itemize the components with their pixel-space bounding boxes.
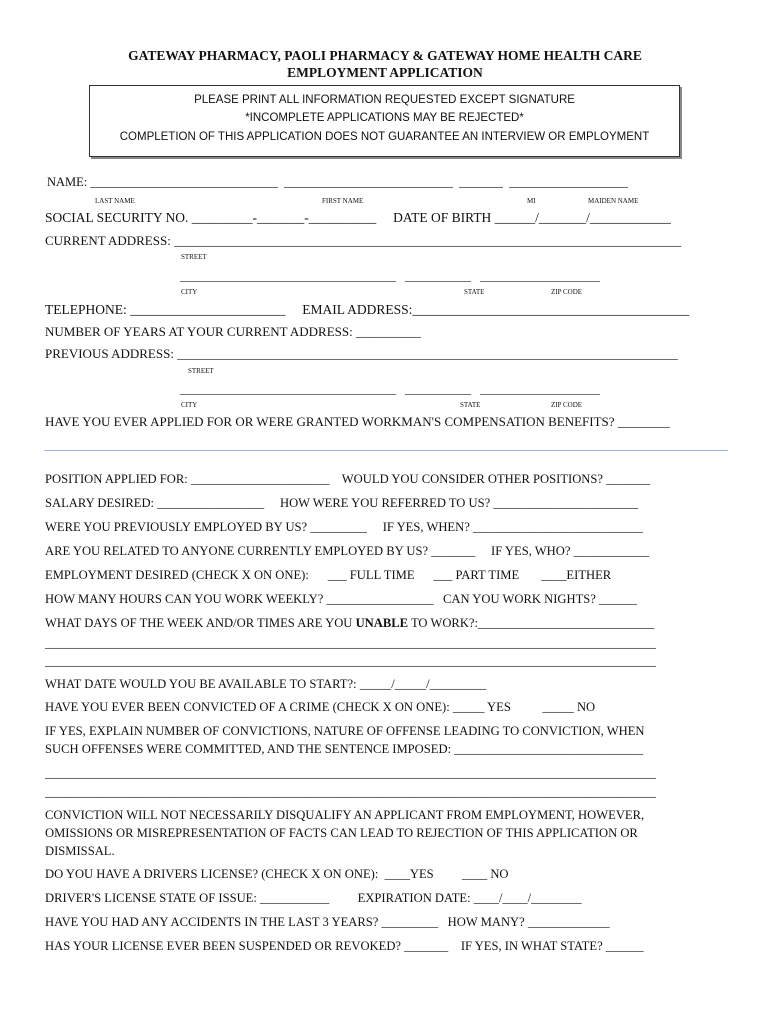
unable-bold: UNABLE <box>355 616 409 630</box>
conviction-note-line-2: OMISSIONS OR MISREPRESENTATION OF FACTS CAN LEAD TO REJECTION OF THIS APPLICATION OR <box>45 826 638 840</box>
zip-caption-1: ZIP CODE <box>551 288 583 296</box>
unable-prefix: WHAT DAYS OF THE WEEK AND/OR TIMES ARE YOU <box>45 616 356 630</box>
previously-employed-field[interactable]: WERE YOU PREVIOUSLY EMPLOYED BY US? _________ IF YES, WHEN? ___________________________ <box>45 520 643 534</box>
street-caption-1: STREET <box>181 253 207 261</box>
previous-address-field[interactable]: PREVIOUS ADDRESS: _____________________________________________________________________________ <box>45 346 678 361</box>
drivers-license-field[interactable]: DO YOU HAVE A DRIVERS LICENSE? (CHECK X ON ONE): ____YES ____ NO <box>45 867 509 881</box>
notice-line-1: PLEASE PRINT ALL INFORMATION REQUESTED EXCEPT SIGNATURE <box>194 94 575 106</box>
state-caption-1: STATE <box>464 288 485 296</box>
last-name-caption: LAST NAME <box>95 197 135 205</box>
city-state-zip-field-1[interactable]: ____________________________________ ___________ ____________________ <box>180 269 600 283</box>
unable-to-work-field[interactable] <box>45 616 654 631</box>
mi-caption: MI <box>527 197 536 205</box>
workmans-comp-field[interactable]: HAVE YOU EVER APPLIED FOR OR WERE GRANTED WORKMAN'S COMPENSATION BENEFITS? ________ <box>45 414 670 429</box>
explain-conviction-field[interactable]: SUCH OFFENSES WERE COMMITTED, AND THE SENTENCE IMPOSED: ______________________________ <box>45 742 644 756</box>
telephone-email-field[interactable]: TELEPHONE: _______________________ EMAIL ADDRESS:_________________________________________ <box>45 302 690 317</box>
state-caption-2: STATE <box>460 401 481 409</box>
current-address-field[interactable]: CURRENT ADDRESS: ______________________________________________________________________________ <box>45 233 682 248</box>
blank-line[interactable]: ______________________________________________________________________________________________ <box>45 635 656 650</box>
form-title: GATEWAY PHARMACY, PAOLI PHARMACY & GATEWAY HOME HEALTH CARE <box>128 48 642 63</box>
zip-caption-2: ZIP CODE <box>551 401 583 409</box>
section-divider <box>44 450 728 451</box>
blank-line[interactable]: ______________________________________________________________________________________________ <box>45 653 656 668</box>
notice-line-2: *INCOMPLETE APPLICATIONS MAY BE REJECTED* <box>245 112 524 124</box>
salary-referral-field[interactable]: SALARY DESIRED: _________________ HOW WERE YOU REFERRED TO US? _______________________ <box>45 496 639 510</box>
license-suspended-field[interactable]: HAS YOUR LICENSE EVER BEEN SUSPENDED OR REVOKED? _______ IF YES, IN WHAT STATE? ______ <box>45 939 644 953</box>
license-state-expiration-field[interactable]: DRIVER'S LICENSE STATE OF ISSUE: ___________ EXPIRATION DATE: ____/____/________ <box>45 891 582 905</box>
conviction-note-line-3: DISMISSAL. <box>45 844 115 858</box>
unable-suffix: TO WORK?:____________________________ <box>408 616 655 630</box>
explain-conviction-text: IF YES, EXPLAIN NUMBER OF CONVICTIONS, NATURE OF OFFENSE LEADING TO CONVICTION, WHEN <box>45 724 645 738</box>
form-subtitle: EMPLOYMENT APPLICATION <box>287 65 483 80</box>
blank-line[interactable]: ______________________________________________________________________________________________ <box>45 765 656 780</box>
available-date-field[interactable]: WHAT DATE WOULD YOU BE AVAILABLE TO START?: _____/_____/_________ <box>45 677 487 691</box>
related-employee-field[interactable]: ARE YOU RELATED TO ANYONE CURRENTLY EMPLOYED BY US? _______ IF YES, WHO? ____________ <box>45 544 650 558</box>
blank-line[interactable]: ______________________________________________________________________________________________ <box>45 784 656 799</box>
years-at-address-field[interactable]: NUMBER OF YEARS AT YOUR CURRENT ADDRESS: __________ <box>45 324 421 339</box>
convicted-field[interactable]: HAVE YOU EVER BEEN CONVICTED OF A CRIME (CHECK X ON ONE): _____ YES _____ NO <box>45 700 596 714</box>
conviction-note-line-1: CONVICTION WILL NOT NECESSARILY DISQUALIFY AN APPLICANT FROM EMPLOYMENT, HOWEVER, <box>45 808 645 822</box>
ssn-dob-field[interactable]: SOCIAL SECURITY NO. _________-_______-__________ DATE OF BIRTH ______/_______/____________ <box>45 210 671 225</box>
city-caption-2: CITY <box>181 401 198 409</box>
maiden-name-caption: MAIDEN NAME <box>588 197 639 205</box>
street-caption-2: STREET <box>188 367 214 375</box>
name-field[interactable]: NAME: ______________________________ ___________________________ _______ ___________________ <box>47 175 628 189</box>
city-state-zip-field-2[interactable]: ____________________________________ ___________ ____________________ <box>180 382 600 396</box>
position-applied-field[interactable]: POSITION APPLIED FOR: ______________________ WOULD YOU CONSIDER OTHER POSITIONS? _______ <box>45 472 651 486</box>
notice-line-3: COMPLETION OF THIS APPLICATION DOES NOT GUARANTEE AN INTERVIEW OR EMPLOYMENT <box>119 131 650 143</box>
employment-desired-field[interactable]: EMPLOYMENT DESIRED (CHECK X ON ONE): ___ FULL TIME ___ PART TIME ____EITHER <box>45 568 612 582</box>
accidents-field[interactable]: HAVE YOU HAD ANY ACCIDENTS IN THE LAST 3 YEARS? _________ HOW MANY? _____________ <box>45 915 610 929</box>
hours-nights-field[interactable]: HOW MANY HOURS CAN YOU WORK WEEKLY? _________________ CAN YOU WORK NIGHTS? ______ <box>45 592 637 606</box>
city-caption-1: CITY <box>181 288 198 296</box>
first-name-caption: FIRST NAME <box>322 197 364 205</box>
